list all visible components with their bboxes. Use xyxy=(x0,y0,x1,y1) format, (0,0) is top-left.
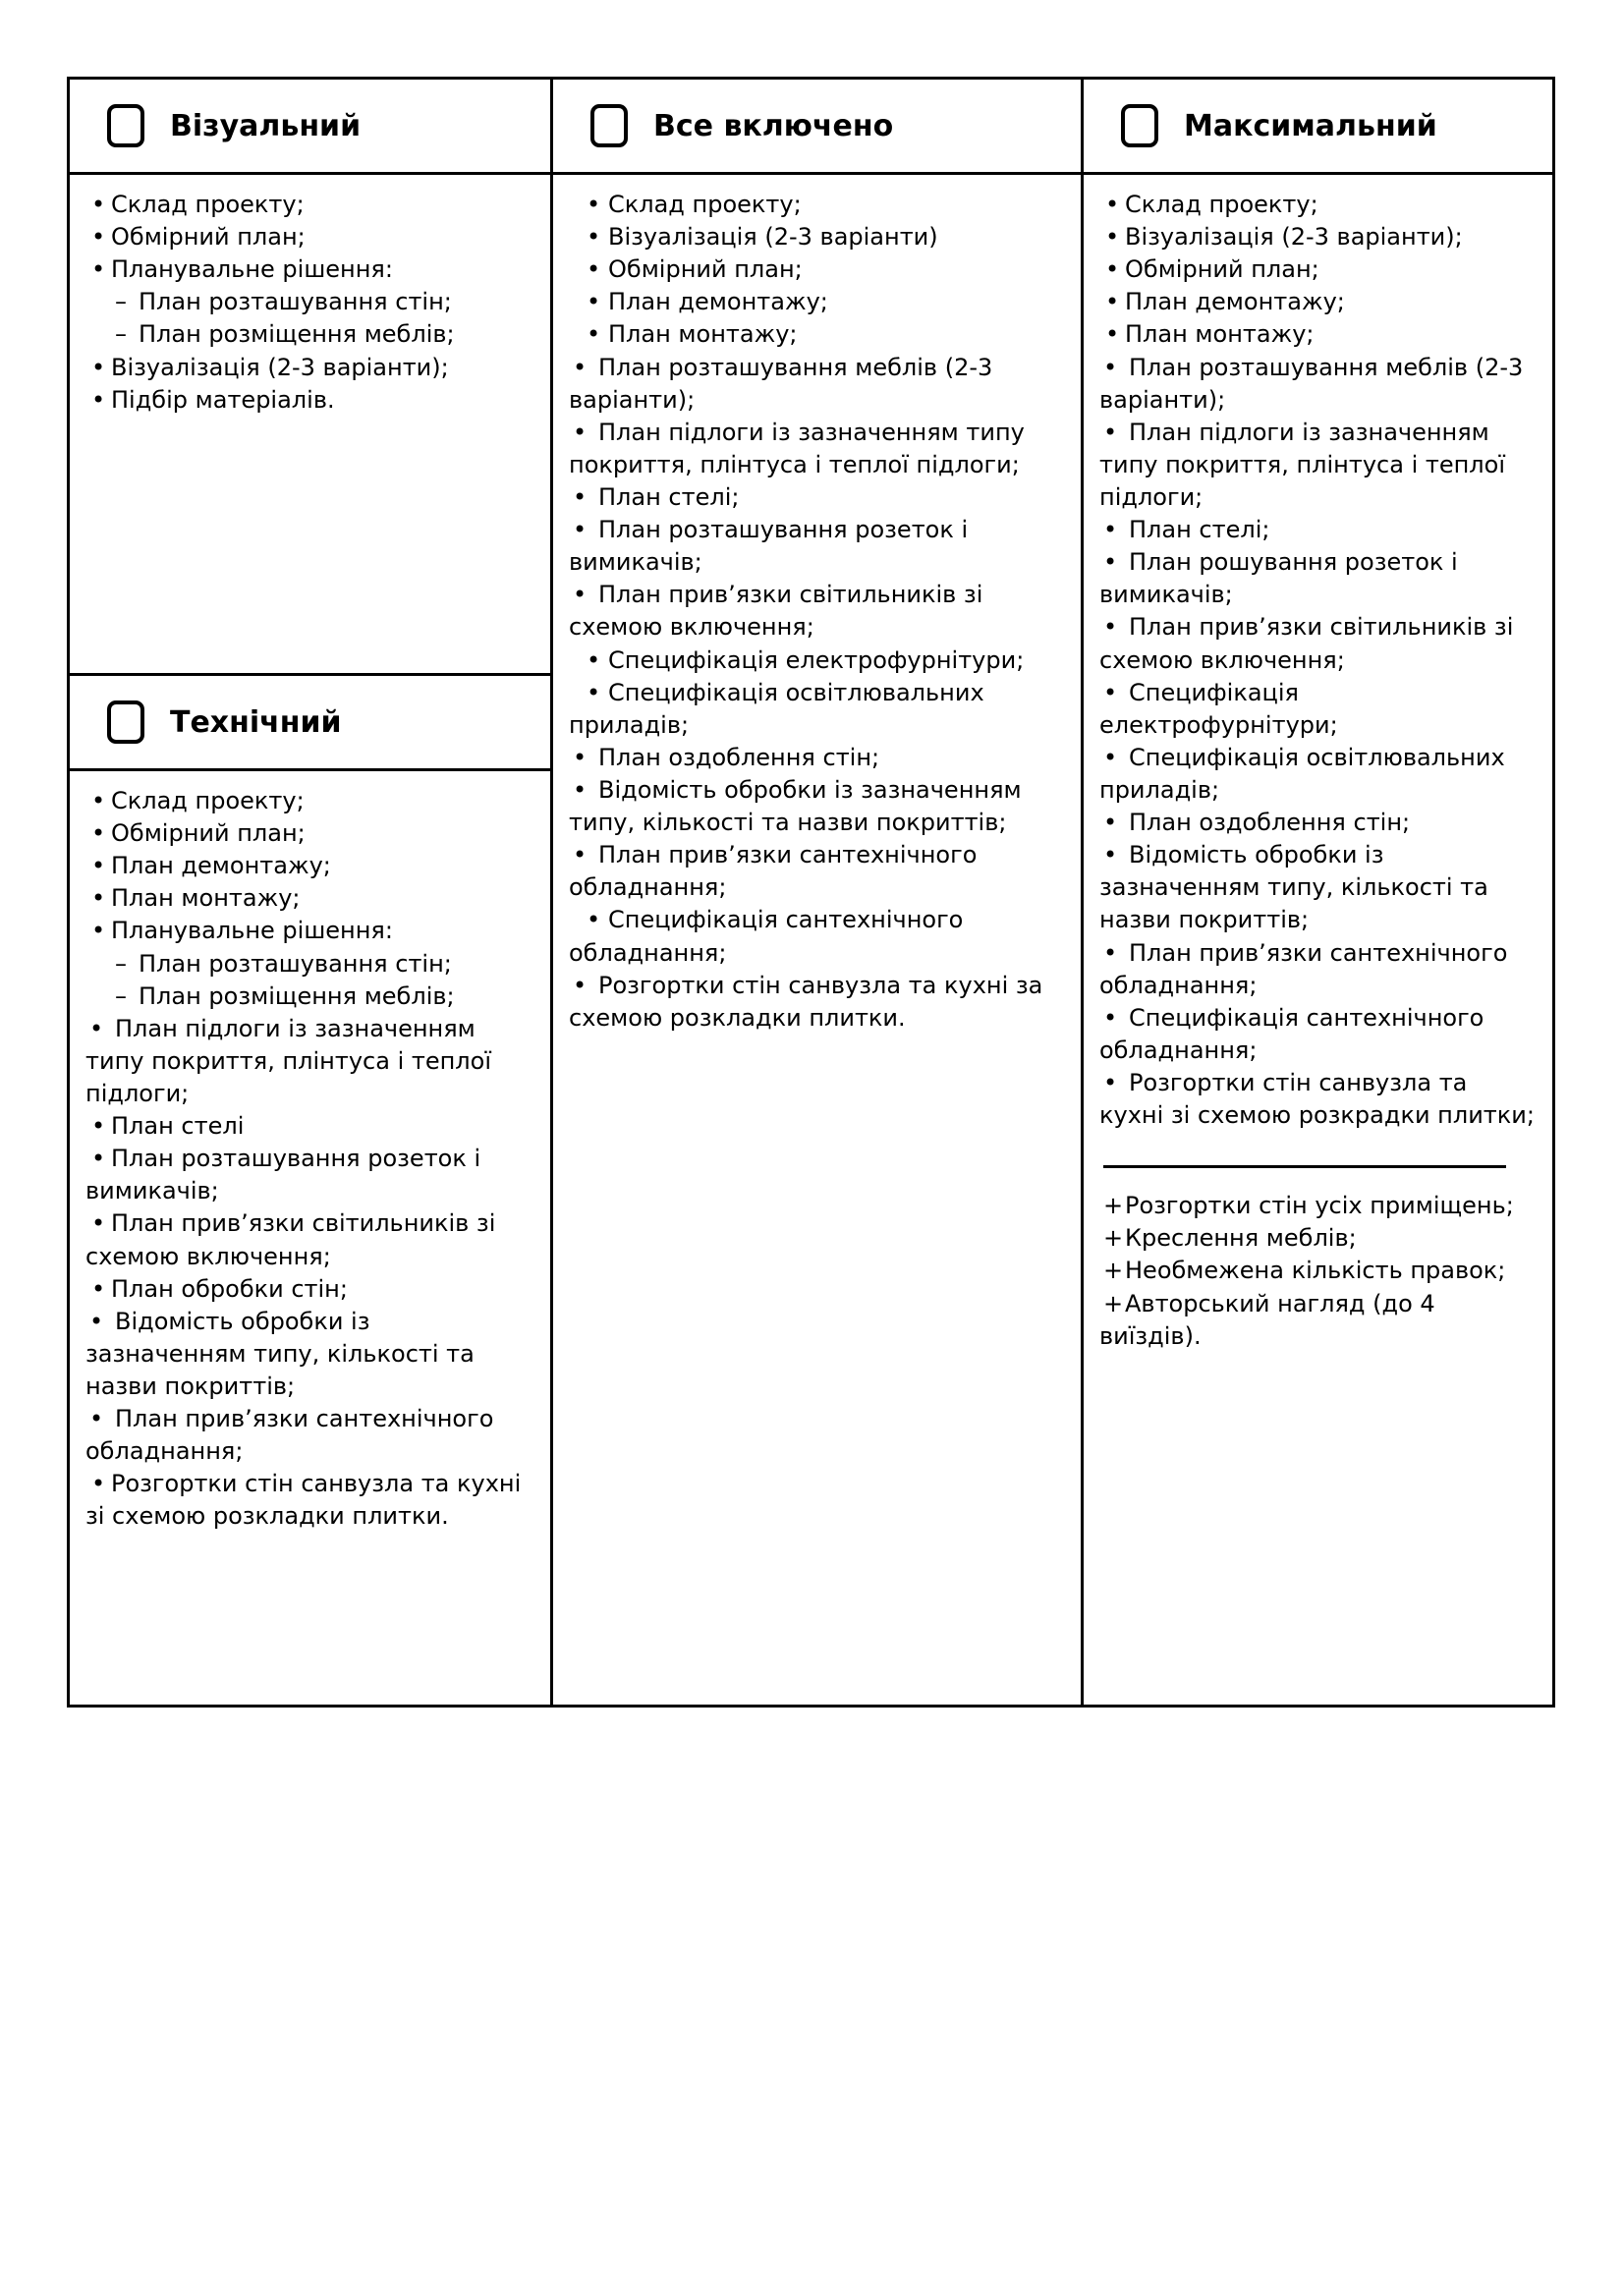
list-item: • План розташування розеток і вимикачів; xyxy=(85,1143,534,1207)
list-item: • План монтажу; xyxy=(569,318,1065,351)
extras-list-maximum xyxy=(1099,1190,1537,1353)
list-item: • Склад проекту; xyxy=(85,189,534,221)
list-item: • Специфікація освітлювальних приладів; xyxy=(569,677,1065,742)
package-body-all-inclusive xyxy=(553,175,1081,1705)
list-item: • План стелі xyxy=(85,1110,534,1143)
packages-comparison-table xyxy=(67,77,1555,1708)
feature-list-visual xyxy=(85,189,534,417)
list-item: • План прив’язки сантехнічного обладнання; xyxy=(569,839,1065,904)
list-item: • Специфікація освітлювальних приладів; xyxy=(1099,742,1537,807)
list-item: • План демонтажу; xyxy=(1099,286,1537,318)
list-item: • План прив’язки світильників зі схемою включення; xyxy=(1099,611,1537,676)
list-item: • Обмірний план; xyxy=(1099,253,1537,286)
checkbox-icon[interactable] xyxy=(1121,104,1158,147)
package-title: Все включено xyxy=(653,108,894,143)
list-item: • План демонтажу; xyxy=(569,286,1065,318)
list-item: • Планувальне рішення: xyxy=(85,253,534,286)
list-item: + Необмежена кількість правок; xyxy=(1099,1255,1537,1287)
list-item: – План розташування стін; xyxy=(85,948,534,980)
feature-list-maximum xyxy=(1099,189,1537,1132)
package-body-technical xyxy=(70,771,550,1705)
package-body-maximum xyxy=(1084,175,1552,1705)
column-all-inclusive xyxy=(553,80,1084,1705)
list-item: • План стелі; xyxy=(569,481,1065,514)
list-item: • Розгортки стін санвузла та кухні зі схемою розкрадки плитки; xyxy=(1099,1067,1537,1132)
list-item: • Візуалізація (2-3 варіанти) xyxy=(569,221,1065,253)
list-item: • План прив’язки світильників зі схемою включення; xyxy=(569,579,1065,644)
list-item: • План розташування меблів (2-3 варіанти); xyxy=(1099,352,1537,417)
package-title: Технічний xyxy=(170,704,342,740)
checkbox-icon[interactable] xyxy=(590,104,628,147)
package-header-technical[interactable] xyxy=(70,676,550,771)
list-item: • Відомість обробки із зазначенням типу, кількості та назви покриттів; xyxy=(85,1306,534,1403)
list-item: • Обмірний план; xyxy=(569,253,1065,286)
list-item: • Склад проекту; xyxy=(85,785,534,817)
list-item: • План монтажу; xyxy=(1099,318,1537,351)
list-item: • План розташування меблів (2-3 варіанти); xyxy=(569,352,1065,417)
list-item: • Підбір матеріалів. xyxy=(85,384,534,417)
list-item: • План розташування розеток і вимикачів; xyxy=(569,514,1065,579)
package-header-all-inclusive[interactable] xyxy=(553,80,1081,175)
list-item: • Обмірний план; xyxy=(85,817,534,850)
list-item: • План прив’язки сантехнічного обладнання; xyxy=(1099,937,1537,1002)
list-item: • План підлоги із зазначенням типу покриття, плінтуса і теплої підлоги; xyxy=(1099,417,1537,514)
list-item: • Візуалізація (2-3 варіанти); xyxy=(85,352,534,384)
list-item: • Розгортки стін санвузла та кухні за схемою розкладки плитки. xyxy=(569,970,1065,1035)
section-divider xyxy=(1103,1165,1506,1168)
package-header-visual[interactable] xyxy=(70,80,550,175)
list-item: • Склад проекту; xyxy=(1099,189,1537,221)
list-item: + Розгортки стін усіх приміщень; xyxy=(1099,1190,1537,1222)
list-item: • План прив’язки світильників зі схемою включення; xyxy=(85,1207,534,1272)
checkbox-icon[interactable] xyxy=(107,104,144,147)
checkbox-icon[interactable] xyxy=(107,700,144,744)
list-item: • План демонтажу; xyxy=(85,850,534,882)
list-item: • Відомість обробки із зазначенням типу, кількості та назви покриттів; xyxy=(569,774,1065,839)
package-title: Максимальний xyxy=(1184,108,1437,143)
list-item: • Планувальне рішення: xyxy=(85,915,534,947)
list-item: • Розгортки стін санвузла та кухні зі схемою розкладки плитки. xyxy=(85,1468,534,1533)
column-maximum xyxy=(1084,80,1552,1705)
list-item: • План прив’язки сантехнічного обладнання; xyxy=(85,1403,534,1468)
list-item: • План обробки стін; xyxy=(85,1273,534,1306)
list-item: – План розміщення меблів; xyxy=(85,980,534,1013)
package-header-maximum[interactable] xyxy=(1084,80,1552,175)
list-item: • План підлоги із зазначенням типу покриття, плінтуса і теплої підлоги; xyxy=(569,417,1065,481)
list-item: • Специфікація електрофурнітури; xyxy=(1099,677,1537,742)
package-body-visual xyxy=(70,175,550,676)
list-item: • План монтажу; xyxy=(85,882,534,915)
list-item: • План підлоги із зазначенням типу покриття, плінтуса і теплої підлоги; xyxy=(85,1013,534,1110)
list-item: – План розміщення меблів; xyxy=(85,318,534,351)
list-item: + Креслення меблів; xyxy=(1099,1222,1537,1255)
list-item: • Специфікація електрофурнітури; xyxy=(569,644,1065,677)
list-item: • Візуалізація (2-3 варіанти); xyxy=(1099,221,1537,253)
list-item: • Відомість обробки із зазначенням типу, кількості та назви покриттів; xyxy=(1099,839,1537,936)
list-item: • План оздоблення стін; xyxy=(1099,807,1537,839)
list-item: • План рошування розеток і вимикачів; xyxy=(1099,546,1537,611)
list-item: • План оздоблення стін; xyxy=(569,742,1065,774)
list-item: • Специфікація сантехнічного обладнання; xyxy=(1099,1002,1537,1067)
list-item: • Специфікація сантехнічного обладнання; xyxy=(569,904,1065,969)
list-item: + Авторський нагляд (до 4 виїздів). xyxy=(1099,1288,1537,1353)
list-item: • Обмірний план; xyxy=(85,221,534,253)
list-item: – План розташування стін; xyxy=(85,286,534,318)
package-title: Візуальний xyxy=(170,108,362,143)
column-visual-technical xyxy=(70,80,553,1705)
feature-list-all-inclusive xyxy=(569,189,1065,1035)
feature-list-technical xyxy=(85,785,534,1534)
list-item: • План стелі; xyxy=(1099,514,1537,546)
list-item: • Склад проекту; xyxy=(569,189,1065,221)
